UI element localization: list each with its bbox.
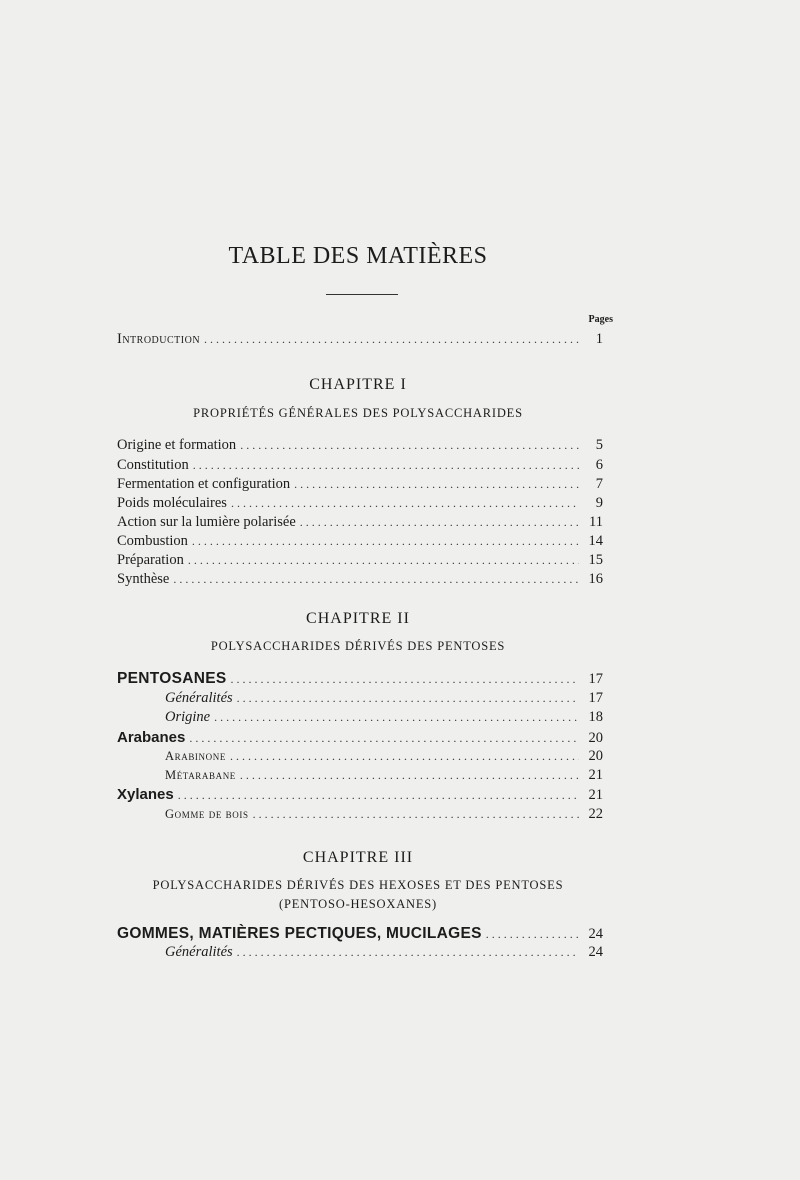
entry-label: Généralités [165,690,233,706]
dot-leader [193,458,579,473]
toc-entry [117,437,603,457]
entry-page: 24 [588,944,603,960]
toc-entry-sub [165,944,603,964]
dot-leader [294,477,579,492]
entry-page: 5 [595,437,603,453]
entry-label: Fermentation et configuration [117,476,291,492]
dot-leader [204,332,579,347]
entry-label: Préparation [117,552,184,568]
dot-leader [253,807,579,822]
entry-label: Constitution [117,457,189,473]
entry-page: 20 [588,730,603,746]
entry-page: 9 [595,495,603,511]
entry-page: 21 [588,787,603,803]
entry-page: 21 [588,767,603,783]
entry-label: GOMMES, MATIÈRES PECTIQUES, MUCILAGES [117,925,482,942]
entry-label: Gomme de bois [165,807,249,821]
entry-page: 7 [595,476,603,492]
entry-label: Métarabane [165,768,236,782]
title-rule [326,294,398,295]
toc-entry [117,571,603,591]
entry-label: Synthèse [117,571,170,587]
dot-leader [240,768,579,783]
entry-page: 1 [595,331,603,347]
dot-leader [300,515,579,530]
toc-entry-section [117,786,603,806]
entry-page: 18 [588,709,603,725]
entry-label: Arabanes [117,729,186,746]
entry-page: 15 [588,552,603,568]
entry-label: Introduction [117,331,201,347]
entry-label: PENTOSANES [117,670,227,687]
toc-entry-sub [165,806,603,826]
entry-label: Origine [165,709,211,725]
entry-label: Action sur la lumière polarisée [117,514,296,530]
entry-page: 24 [588,926,603,942]
dot-leader [240,438,579,453]
entry-label: Origine et formation [117,437,237,453]
toc-entry-sub [165,748,603,768]
entry-label: Xylanes [117,786,174,803]
toc-entry [117,476,603,496]
toc-entry-sub [165,690,603,710]
dot-leader [189,731,579,746]
dot-leader [188,553,579,568]
entry-page: 20 [588,748,603,764]
chapter-subtitle: POLYSACCHARIDES DÉRIVÉS DES HEXOSES ET DES PENTOSES [152,878,564,892]
pages-column-header: Pages [588,314,613,325]
entry-page: 14 [588,533,603,549]
entry-page: 22 [588,806,603,822]
dot-leader [237,945,579,960]
toc-entry-section [117,729,603,749]
dot-leader [173,572,579,587]
dot-leader [192,534,579,549]
entry-page: 17 [588,671,603,687]
entry-label: Arabinone [165,749,226,763]
toc-entry [117,514,603,534]
chapter-heading: CHAPITRE I [309,376,407,393]
toc-entry [117,457,603,477]
toc-entry-sub [165,767,603,787]
chapter-subtitle: PROPRIÉTÉS GÉNÉRALES DES POLYSACCHARIDES [193,406,523,420]
chapter-heading: CHAPITRE II [306,610,410,627]
dot-leader [230,749,579,764]
entry-label: Combustion [117,533,188,549]
dot-leader [178,788,579,803]
chapter-heading: CHAPITRE III [302,849,414,866]
toc-entry [117,552,603,572]
page-title: TABLE DES MATIÈRES [228,243,488,269]
dot-leader [237,691,579,706]
chapter-subtitle: POLYSACCHARIDES DÉRIVÉS DES PENTOSES [210,639,506,653]
toc-entry-sub [165,709,603,729]
entry-label: Poids moléculaires [117,495,227,511]
entry-page: 16 [588,571,603,587]
entry-label: Généralités [165,944,233,960]
dot-leader [486,927,579,942]
chapter-subtitle-2: (PENTOSO-HESOXANES) [278,897,438,911]
toc-entry [117,495,603,515]
entry-page: 17 [588,690,603,706]
dot-leader [214,710,579,725]
toc-entry-introduction [117,331,603,351]
toc-entry [117,533,603,553]
entry-page: 11 [589,514,603,530]
dot-leader [231,496,579,511]
entry-page: 6 [595,457,603,473]
dot-leader [231,672,579,687]
toc-entry-section [117,925,603,945]
toc-entry-section [117,670,603,690]
